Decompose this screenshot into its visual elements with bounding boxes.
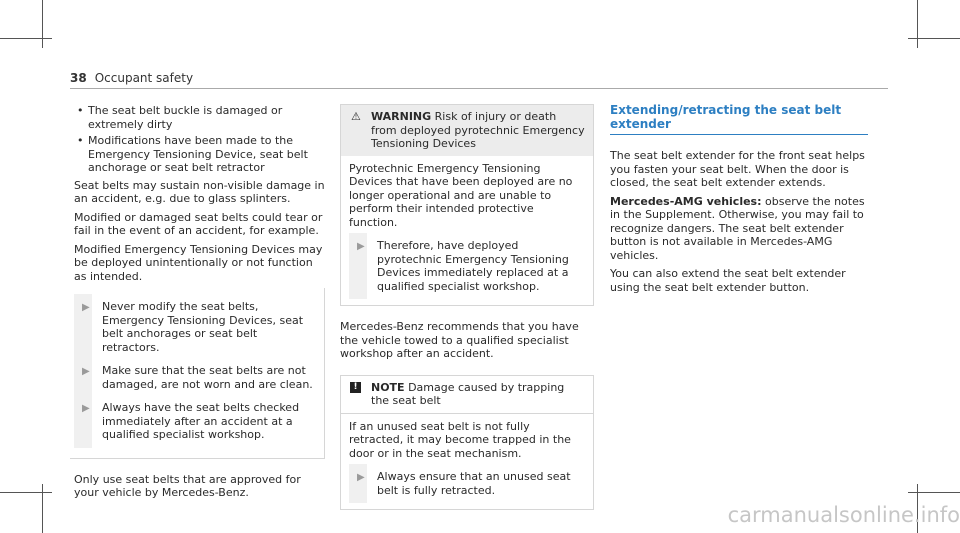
step-text: Always ensure that an unused seat belt is fully retracted. xyxy=(377,470,571,497)
page-number: 38 xyxy=(70,71,87,85)
note-header xyxy=(341,376,593,414)
amg-text: observe the notes in the Supplement. Otherwise, you may fail to recognize dangers. The seat belt extender button is not available in Mercedes-AMG vehicles. xyxy=(610,194,865,262)
warning-title: Risk of injury or death from deployed pyrotechnic Emergency Tensioning Devices xyxy=(371,110,585,150)
left-column xyxy=(70,104,325,505)
warning-triangle-icon: ⚠ xyxy=(351,110,361,123)
step-text: Therefore, have deployed pyrotechnic Emergency Tensioning Devices immediately replaced at a qualified specialist workshop. xyxy=(377,239,569,293)
warning-label: WARNING xyxy=(371,110,432,123)
paragraph: Mercedes-Benz recommends that you have the vehicle towed to a qualified specialist workshop after an accident. xyxy=(340,320,579,360)
instruction-step xyxy=(349,470,585,497)
amg-label: Mercedes-AMG vehicles: xyxy=(610,194,762,208)
page-header xyxy=(70,71,193,85)
paragraph: You can also extend the seat belt extender using the seat belt extender button. xyxy=(610,267,846,294)
warning-header xyxy=(341,105,593,156)
paragraph: Seat belts may sustain non-visible damage in an accident, e.g. due to glass splinters. xyxy=(74,178,325,205)
crop-mark xyxy=(42,0,43,48)
paragraph: If an unused seat belt is not fully retracted, it may become trapped in the door or in the seat mechanism. xyxy=(349,419,571,460)
step-text: Always have the seat belts checked immediately after an accident at a qualified specialist workshop. xyxy=(102,401,300,441)
instruction-step xyxy=(74,364,316,391)
note-title: Damage caused by trapping the seat belt xyxy=(371,380,565,407)
arrow-icon: ▶ xyxy=(82,403,90,414)
instruction-step xyxy=(74,300,316,354)
paragraph: Modified or damaged seat belts could tear or fail in the event of an accident, for example. xyxy=(74,210,323,237)
section-title: Occupant safety xyxy=(94,71,194,85)
warning-box xyxy=(340,104,594,306)
middle-column xyxy=(340,104,594,510)
list-item: • The seat belt buckle is damaged or extremely dirty xyxy=(74,104,325,131)
arrow-icon: ▶ xyxy=(357,241,365,252)
exclamation-icon: ! xyxy=(350,382,361,393)
watermark: carmanualsonline.info xyxy=(727,503,960,527)
paragraph: The seat belt extender for the front seat helps you fasten your seat belt. When the door is closed, the seat belt extender extends. xyxy=(610,149,865,189)
right-column xyxy=(610,104,868,299)
crop-mark xyxy=(917,0,918,48)
list-item: • Modifications have been made to the Emergency Tensioning Device, seat belt anchorage or seat belt retractor xyxy=(74,134,325,175)
arrow-icon: ▶ xyxy=(357,472,365,483)
crop-mark xyxy=(0,38,52,39)
instruction-step xyxy=(74,401,316,442)
note-label: NOTE xyxy=(371,380,405,394)
crop-mark xyxy=(908,38,960,39)
arrow-icon: ▶ xyxy=(82,302,90,313)
paragraph xyxy=(610,195,868,263)
paragraph: Modified Emergency Tensioning Devices may be deployed unintentionally or not function as intended. xyxy=(74,242,323,283)
instruction-step xyxy=(349,239,585,293)
arrow-icon: ▶ xyxy=(82,366,90,377)
step-text: Never modify the seat belts, Emergency Tensioning Devices, seat belt anchorages or seat belt retractors. xyxy=(102,300,304,354)
crop-mark xyxy=(0,492,52,493)
note-box xyxy=(340,375,594,511)
crop-mark xyxy=(908,492,960,493)
step-text: Make sure that the seat belts are not damaged, are not worn and are clean. xyxy=(102,364,313,391)
paragraph: Pyrotechnic Emergency Tensioning Devices that have been deployed are no longer operational and are unable to perform their intended protective function. xyxy=(349,161,573,229)
paragraph: Only use seat belts that are approved for your vehicle by Mercedes-Benz. xyxy=(74,472,301,499)
header-rule xyxy=(70,88,888,89)
warning-continued-box xyxy=(70,288,325,459)
section-heading: Extending/retracting the seat belt extender xyxy=(610,104,868,135)
